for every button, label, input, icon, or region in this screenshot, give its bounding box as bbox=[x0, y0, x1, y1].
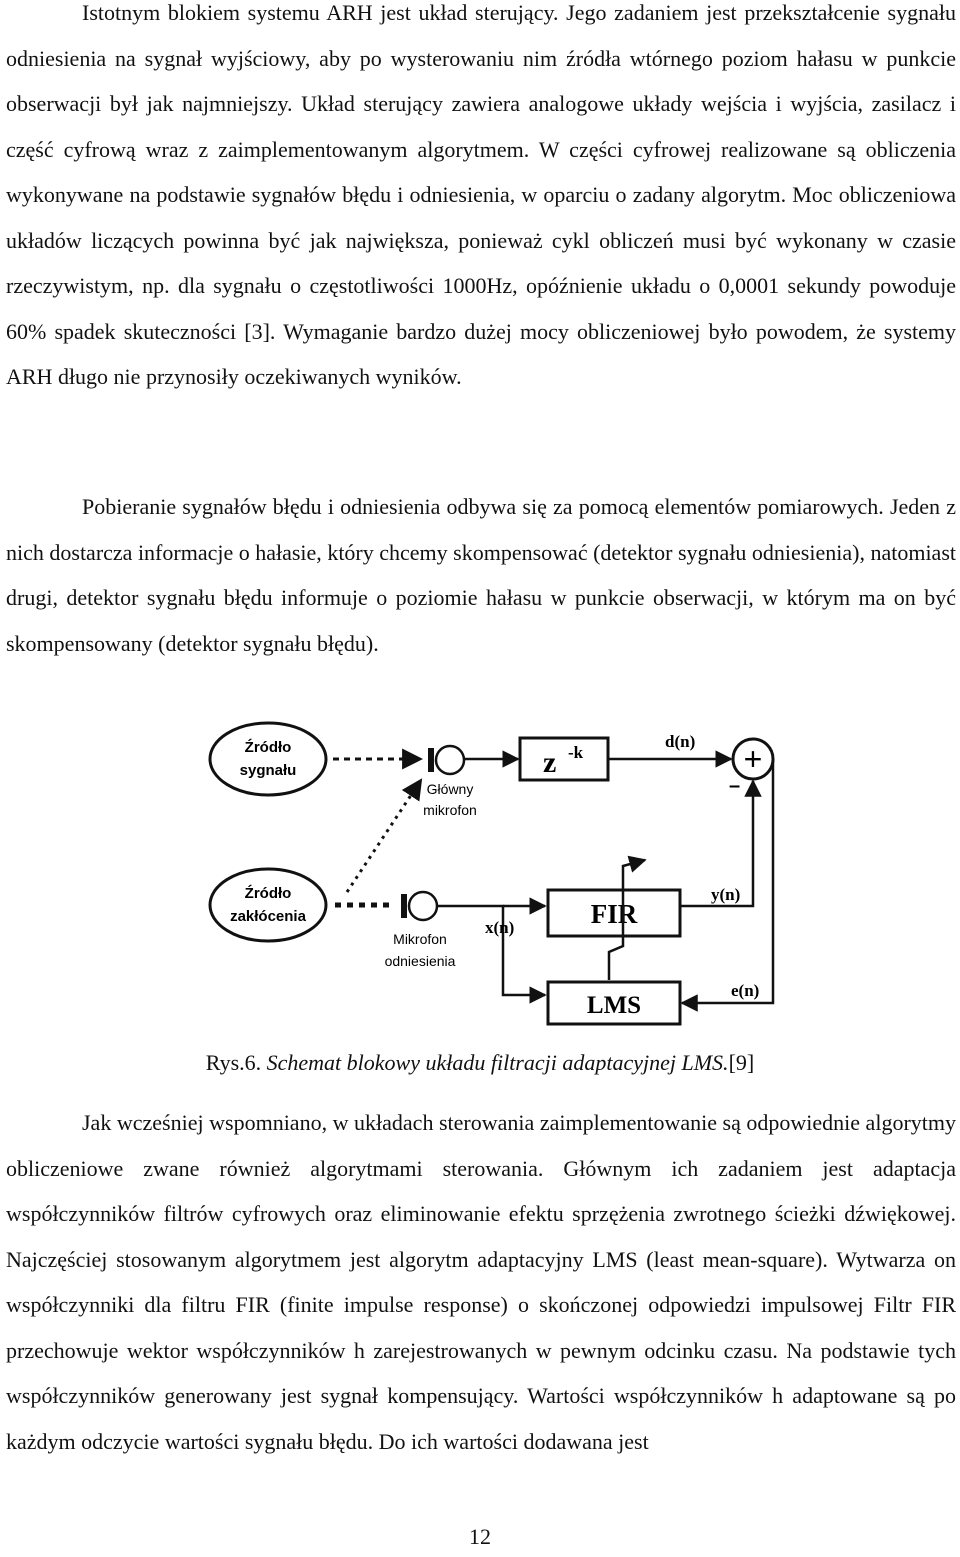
reference-microphone-icon bbox=[385, 892, 456, 969]
delay-block-exponent: -k bbox=[568, 743, 584, 762]
noise-source-node bbox=[210, 869, 326, 941]
paragraph-measurement: Pobieranie sygnałów błędu i odniesienia odbywa się za pomocą elementów pomiarowych. Jeden z nich dostarcza informacje o hałasie, który chcemy skompensować (detektor sygnału odniesienia), natomiast drugi, detektor sygnału błędu informuje o poziomie hałasu w punkcie obserwacji, w którym ma on być skompensowany (detektor sygnału błędu). bbox=[6, 494, 956, 656]
caption-title: Schemat blokowy układu filtracji adaptacyjnej LMS. bbox=[266, 1050, 729, 1075]
caption-number: Rys.6. bbox=[205, 1050, 262, 1075]
summation-node bbox=[729, 739, 773, 797]
signal-x-label: x(n) bbox=[485, 918, 515, 937]
sum-plus-sign: + bbox=[743, 741, 763, 777]
main-microphone-icon bbox=[423, 746, 477, 818]
signal-e-label: e(n) bbox=[731, 981, 760, 1000]
signal-d-label: d(n) bbox=[665, 732, 696, 751]
ref-mic-label-2: odniesienia bbox=[384, 953, 456, 969]
paragraph-algorithms: Jak wcześniej wspomniano, w układach sterowania zaimplementowanie są odpowiednie algorytmy obliczeniowe zwane również algorytmami sterowania. Głównym ich zadaniem jest adaptacja współczynników filtrów cyfrowych oraz eliminowanie efektu sprzężenia zwrotnego ścieżki dźwiękowej. Najczęściej stosowanym algorytmem jest algorytm adaptacyjny LMS (least mean-square). Wytwarza on współczynniki dla filtru FIR (finite impulse response) o skończonej odpowiedzi impulsowej Filtr FIR przechowuje wektor współczynników h zarejestrowanych w pewnym odcinku czasu. Na podstawie tych współczynników generowany jest sygnał kompensujący. Wartości współczynników h adaptowane są po każdym odczycie wartości sygnału błędu. Do ich wartości dodawana jest bbox=[6, 1110, 956, 1454]
main-mic-label-2: mikrofon bbox=[423, 802, 477, 818]
acoustic-path-cross bbox=[347, 780, 421, 892]
main-mic-label-1: Główny bbox=[426, 781, 474, 797]
signal-source-label-1: Źródło bbox=[244, 739, 292, 756]
sum-minus-sign: – bbox=[729, 775, 741, 797]
noise-source-label-2: zakłócenia bbox=[230, 908, 306, 925]
noise-source-label-1: Źródło bbox=[244, 885, 292, 902]
fir-filter-block bbox=[548, 890, 680, 936]
ref-mic-label-1: Mikrofon bbox=[393, 931, 447, 947]
signal-lines bbox=[437, 759, 773, 1003]
figure-caption bbox=[0, 1040, 960, 1085]
lms-block bbox=[548, 982, 680, 1024]
delay-block-label: z bbox=[543, 746, 557, 779]
fir-block-label: FIR bbox=[590, 899, 638, 929]
paragraph-control-unit: Istotnym blokiem systemu ARH jest układ sterujący. Jego zadaniem jest przekształcenie sygnału odniesienia na sygnał wyjściowy, aby po wysterowaniu nim źródła wtórnego poziom hałasu w punkcie obserwacji był jak najmniejszy. Układ sterujący zawiera analogowe układy wejścia i wyjścia, zasilacz i część cyfrową wraz z zaimplementowanym algorytmem. W części cyfrowej realizowane są obliczenia wykonywane na podstawie sygnałów błędu i odniesienia, w oparciu o zadany algorytm. Moc obliczeniowa układów liczących powinna być jak największa, ponieważ cykl obliczeń musi być wykonany w czasie rzeczywistym, np. dla sygnału o częstotliwości 1000Hz, opóźnienie układu o 0,0001 sekundy powoduje 60% spadek skuteczności [3]. Wymaganie bardzo dużej mocy obliczeniowej było powodem, że systemy ARH długo nie przynosiły oczekiwanych wyników. bbox=[6, 0, 956, 389]
signal-source-label-2: sygnału bbox=[239, 762, 297, 779]
lms-block-diagram bbox=[195, 714, 785, 1034]
page-number: 12 bbox=[469, 1524, 491, 1549]
signal-source-node bbox=[210, 723, 326, 795]
signal-y-label: y(n) bbox=[711, 885, 741, 904]
caption-reference: [9] bbox=[728, 1050, 755, 1075]
delay-block bbox=[520, 738, 608, 780]
lms-block-label: LMS bbox=[586, 992, 642, 1019]
